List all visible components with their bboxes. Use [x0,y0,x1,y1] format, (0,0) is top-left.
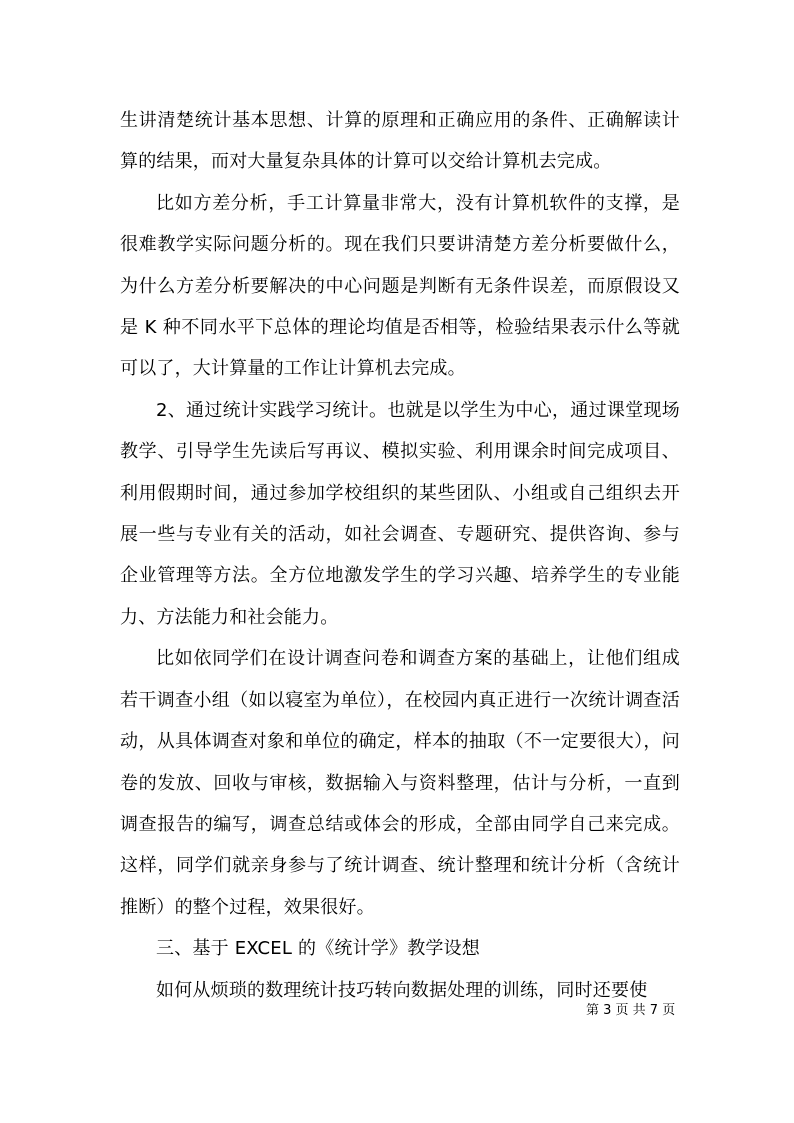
paragraph-4: 比如依同学们在设计调查问卷和调查方案的基础上，让他们组成若干调查小组（如以寝室为单位），在校园内真正进行一次统计调查活动，从具体调查对象和单位的确定，样本的抽取（不一定要很大），问卷的发放、回收与审核，数据输入与资料整理，估计与分析，一直到调查报告的编写，调查总结或体会的形成，全部由同学自己来完成。这样，同学们就亲身参与了统计调查、统计整理和统计分析（含统计推断）的整个过程，效果很好。 [120,648,680,918]
section-heading: 三、基于 EXCEL 的《统计学》教学设想 [156,938,481,960]
paragraph-5: 如何从烦琐的数理统计技巧转向数据处理的训练，同时还要使 [156,979,648,1001]
paragraph-2: 比如方差分析，手工计算量非常大，没有计算机软件的支撑，是很难教学实际问题分析的。现在我们只要讲清楚方差分析要做什么，为什么方差分析要解决的中心问题是判断有无条件误差，而原假设又是 K 种不同水平下总体的理论均值是否相等，检验结果表示什么等就可以了，大计算量的工作让计算机去完成。 [120,192,680,380]
paragraph-3: 2、通过统计实践学习统计。也就是以学生为中心，通过课堂现场教学、引导学生先读后写再议、模拟实验、利用课余时间完成项目、利用假期时间，通过参加学校组织的某些团队、小组或自己组织去开展一些与专业有关的活动，如社会调查、专题研究、提供咨询、参与企业管理等方法。全方位地激发学生的学习兴趣、培养学生的专业能力、方法能力和社会能力。 [120,399,680,628]
page-number-footer: 第 3 页 共 7 页 [586,1003,676,1018]
document-page [120,100,680,1011]
paragraph-1: 生讲清楚统计基本思想、计算的原理和正确应用的条件、正确解读计算的结果，而对大量复杂具体的计算可以交给计算机去完成。 [120,110,680,173]
